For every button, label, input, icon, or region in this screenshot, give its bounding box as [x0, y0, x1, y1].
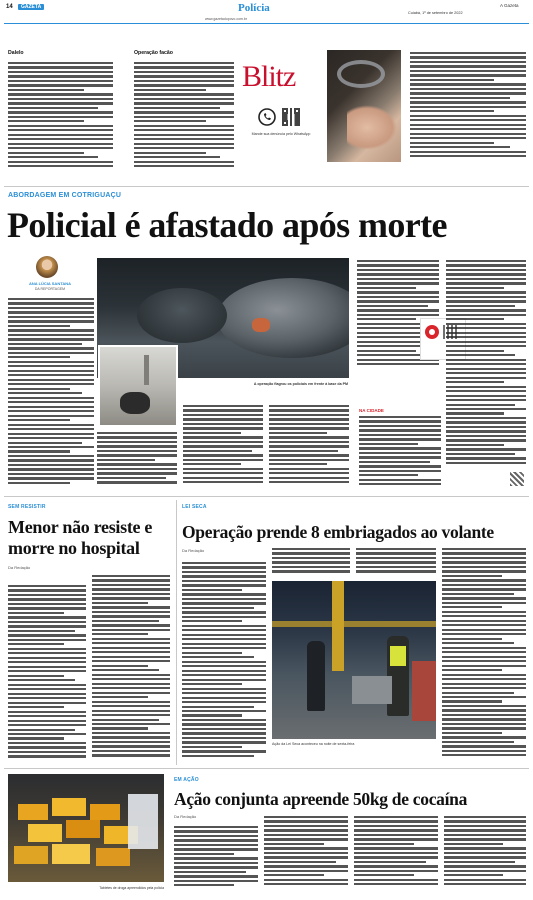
main-headline: Policial é afastado após morte: [7, 205, 447, 245]
paper-name: A Gazeta: [500, 3, 519, 8]
side-subhead: NA CIDADE: [359, 408, 384, 413]
main-kicker: ABORDAGEM EM COTRIGUAÇU: [8, 192, 122, 199]
story3-col1-text: [182, 562, 266, 760]
story3-col4-text: [442, 548, 526, 760]
story3-col2-text: [272, 548, 350, 578]
top-divider: [4, 186, 529, 187]
story4-headline: Ação conjunta apreende 50kg de cocaína: [174, 789, 468, 809]
main-col3-text: [183, 405, 263, 488]
blitz-caption: Mande sua denúncia pelo WhatsApp: [251, 132, 311, 136]
qr-code-icon: [282, 108, 300, 126]
story4-col4-text: [444, 816, 526, 892]
main-col2-text: [97, 432, 177, 488]
page-number: 14: [6, 4, 13, 10]
blitz-box: [240, 52, 324, 160]
main-photo-caption: A operação flagrou os policiais em frente à base da PM: [253, 382, 348, 386]
story3-kicker: LEI SECA: [182, 504, 207, 510]
main-col7-text: [446, 260, 526, 470]
main-col4-text: [269, 405, 349, 488]
story2-headline: Menor não resiste e morre no hospital: [8, 517, 153, 558]
story4-col2-text: [264, 816, 348, 892]
top-col1-head: Dalelo: [8, 50, 24, 56]
reporter-avatar: [36, 256, 58, 278]
main-byline: ANA LÚCIA SANTANA: [28, 281, 72, 286]
handcuff-photo: [327, 50, 401, 162]
story3-divider: [4, 768, 529, 769]
top-col1-text: [8, 62, 113, 170]
footer-qr-icon: [510, 472, 524, 486]
top-col2-text: [134, 62, 234, 170]
blitz-title: Blitz: [242, 60, 296, 93]
story2-col1-text: [8, 585, 86, 760]
top-col4-text: [410, 52, 526, 160]
story2-col2-text: [92, 575, 170, 760]
date-line: Cuiabá, 1º de setembro de 2022: [408, 11, 463, 15]
scene-inset-photo: [98, 345, 178, 427]
story2-kicker: SEM RESISTIR: [8, 504, 46, 510]
story4-kicker: EM AÇÃO: [174, 777, 199, 783]
alert-icon: [425, 325, 439, 339]
masthead-url: www.gazetadopovo.com.br: [205, 17, 248, 21]
story2-divider: [176, 500, 177, 765]
story4-col3-text: [354, 816, 438, 892]
section-title: Polícia: [238, 2, 270, 14]
whatsapp-icon: [258, 108, 276, 126]
story4-byline: Da Redação: [174, 814, 197, 819]
story4-photo-caption: Tabletes de droga apreendidos pela polícia: [99, 886, 164, 890]
main-byline-role: DA REPORTAGEM: [34, 287, 66, 291]
story3-byline: Da Redação: [182, 548, 205, 553]
story3-col3-text: [356, 548, 436, 578]
header-rule: [4, 23, 529, 24]
story2-byline: Da Redação: [8, 565, 31, 570]
top-col2-head: Operação facão: [134, 50, 173, 56]
main-divider: [4, 496, 529, 497]
story4-col1-text: [174, 826, 258, 892]
checkpoint-photo: [272, 581, 436, 739]
story3-headline: Operação prende 8 embriagados ao volante: [182, 522, 494, 542]
main-col1-text: [8, 298, 94, 488]
cocaine-photo: [8, 774, 164, 882]
section-tag: GAZETA: [18, 4, 44, 10]
main-col6-text: [359, 416, 441, 488]
story3-photo-caption: Ação da Lei Seca aconteceu na noite de sexta-feira: [272, 742, 355, 746]
